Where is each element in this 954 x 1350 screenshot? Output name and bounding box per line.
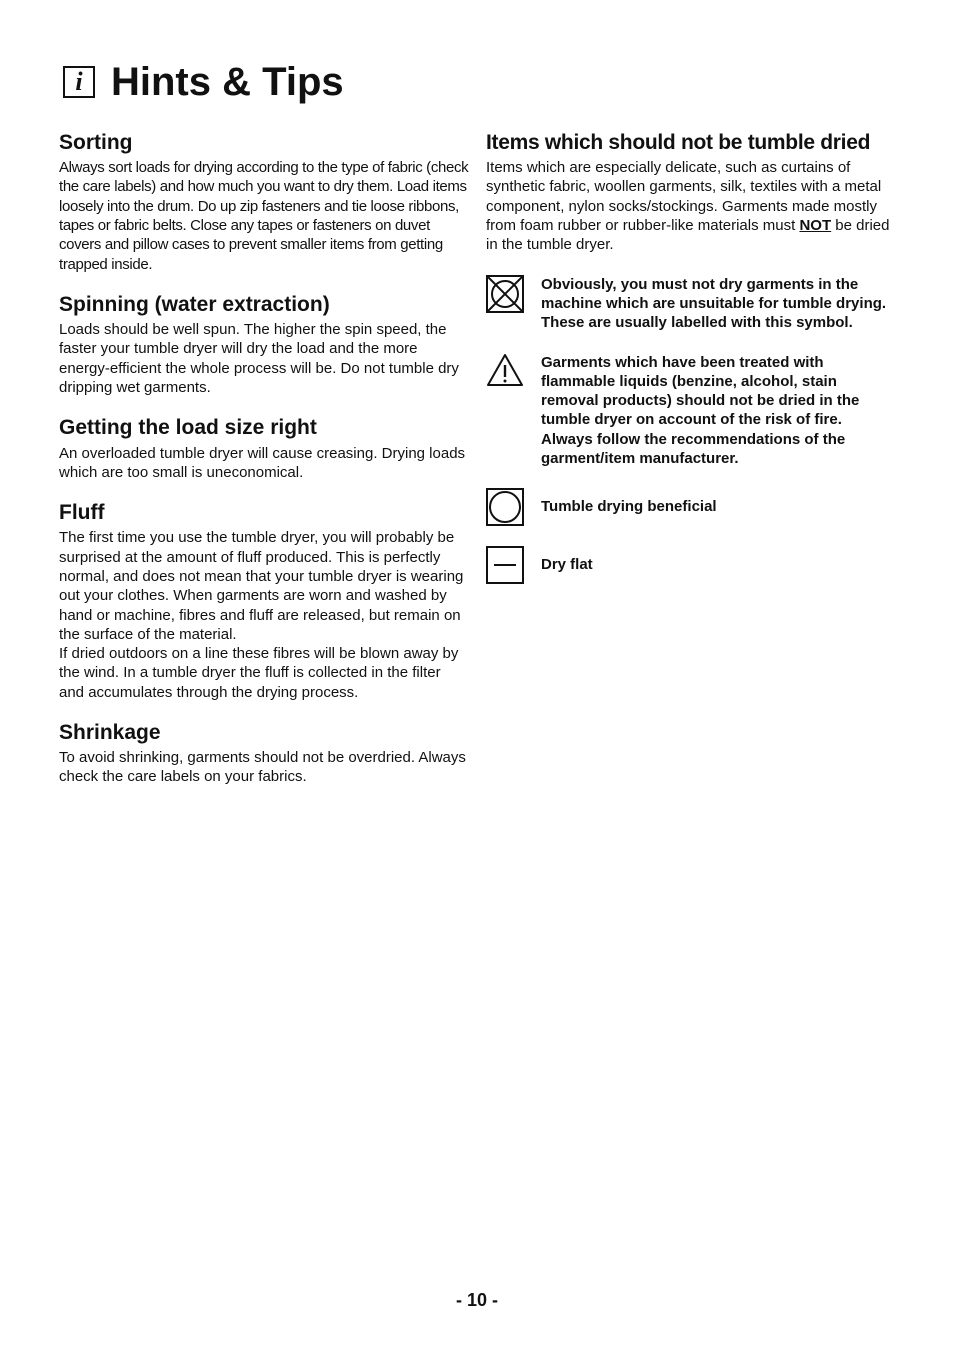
section-heading: Items which should not be tumble dried bbox=[486, 131, 871, 154]
symbol-text: Garments which have been treated with flammable liquids (benzine, alcohol, stain removal products) should not be dried in the tumble dryer on account of the risk of fire. Always follow the recommendations of the garment/item manufacturer. bbox=[541, 353, 860, 468]
symbol-row-warning bbox=[486, 353, 896, 469]
page-title: Hints & Tips bbox=[111, 60, 344, 104]
section-heading: Spinning (water extraction) bbox=[59, 292, 330, 316]
section-sorting bbox=[59, 130, 469, 274]
info-icon bbox=[63, 66, 95, 98]
symbol-text: Tumble drying beneficial bbox=[541, 498, 717, 516]
emphasis-not: NOT bbox=[799, 217, 832, 235]
do-not-tumble-dry-icon bbox=[486, 275, 524, 313]
section-shrinkage bbox=[59, 720, 469, 787]
section-heading: Shrinkage bbox=[59, 720, 161, 744]
section-body bbox=[486, 158, 896, 254]
section-body: The first time you use the tumble dryer, you will probably be surprised at the amount of fluff produced. This is perfectly normal, and does not mean that your tumble dryer is wearing out your clothes. When garments are worn and washed by hand or machine, fibres and fluff are released, but remain on the surface of the material. bbox=[59, 529, 464, 643]
section-load-size bbox=[59, 415, 469, 482]
dry-flat-icon bbox=[486, 546, 524, 584]
section-not-tumble-dried bbox=[486, 130, 896, 255]
section-heading: Sorting bbox=[59, 131, 133, 154]
symbol-row-do-not-tumble bbox=[486, 275, 896, 333]
warning-triangle-icon bbox=[486, 353, 524, 387]
info-icon-glyph: i bbox=[75, 67, 83, 96]
section-spinning bbox=[59, 292, 469, 397]
page-header bbox=[63, 62, 344, 102]
body-text: Items which are especially delicate, such as curtains of synthetic fabric, woollen garments, silk, textiles with a metal component, nylon socks/stockings. Garments made mostly from foam rubber or rubber-like materials must bbox=[486, 159, 882, 235]
body-text-end: be dried in the tumble dryer. bbox=[486, 217, 890, 254]
section-heading: Getting the load size right bbox=[59, 416, 317, 440]
section-fluff bbox=[59, 500, 469, 702]
left-column bbox=[59, 130, 469, 805]
section-body: Loads should be well spun. The higher the spin speed, the faster your tumble dryer will dry the load and the more energy-efficient the whole process will be. Do not tumble dry dripping wet garments. bbox=[59, 321, 459, 397]
section-body: To avoid shrinking, garments should not be overdried. Always check the care labels on your fabrics. bbox=[59, 749, 466, 786]
symbol-text: Obviously, you must not dry garments in the machine which are unsuitable for tumble drying. These are usually labelled with this symbol. bbox=[541, 275, 887, 332]
section-body: Always sort loads for drying according to the type of fabric (check the care labels) and how much you want to dry them. Load items loosely into the drum. Do up zip fasteners and tie loose ribbons, tapes or fabric belts. Close any tapes or fasteners on duvet covers and pillow cases to prevent smaller items from getting trapped inside. bbox=[59, 159, 469, 273]
section-body-continued: If dried outdoors on a line these fibres will be blown away by the wind. In a tumble dryer the fluff is collected in the filter and accumulates through the drying process. bbox=[59, 645, 459, 701]
symbol-text: Dry flat bbox=[541, 556, 593, 574]
section-body: An overloaded tumble dryer will cause creasing. Drying loads which are too small is uneconomical. bbox=[59, 444, 466, 481]
right-column bbox=[486, 130, 896, 584]
section-heading: Fluff bbox=[59, 501, 105, 525]
symbol-row-dry-flat bbox=[486, 546, 896, 584]
page-number: - 10 - bbox=[455, 1290, 498, 1310]
tumble-dry-icon bbox=[486, 488, 524, 526]
symbol-row-tumble-dry bbox=[486, 488, 896, 526]
